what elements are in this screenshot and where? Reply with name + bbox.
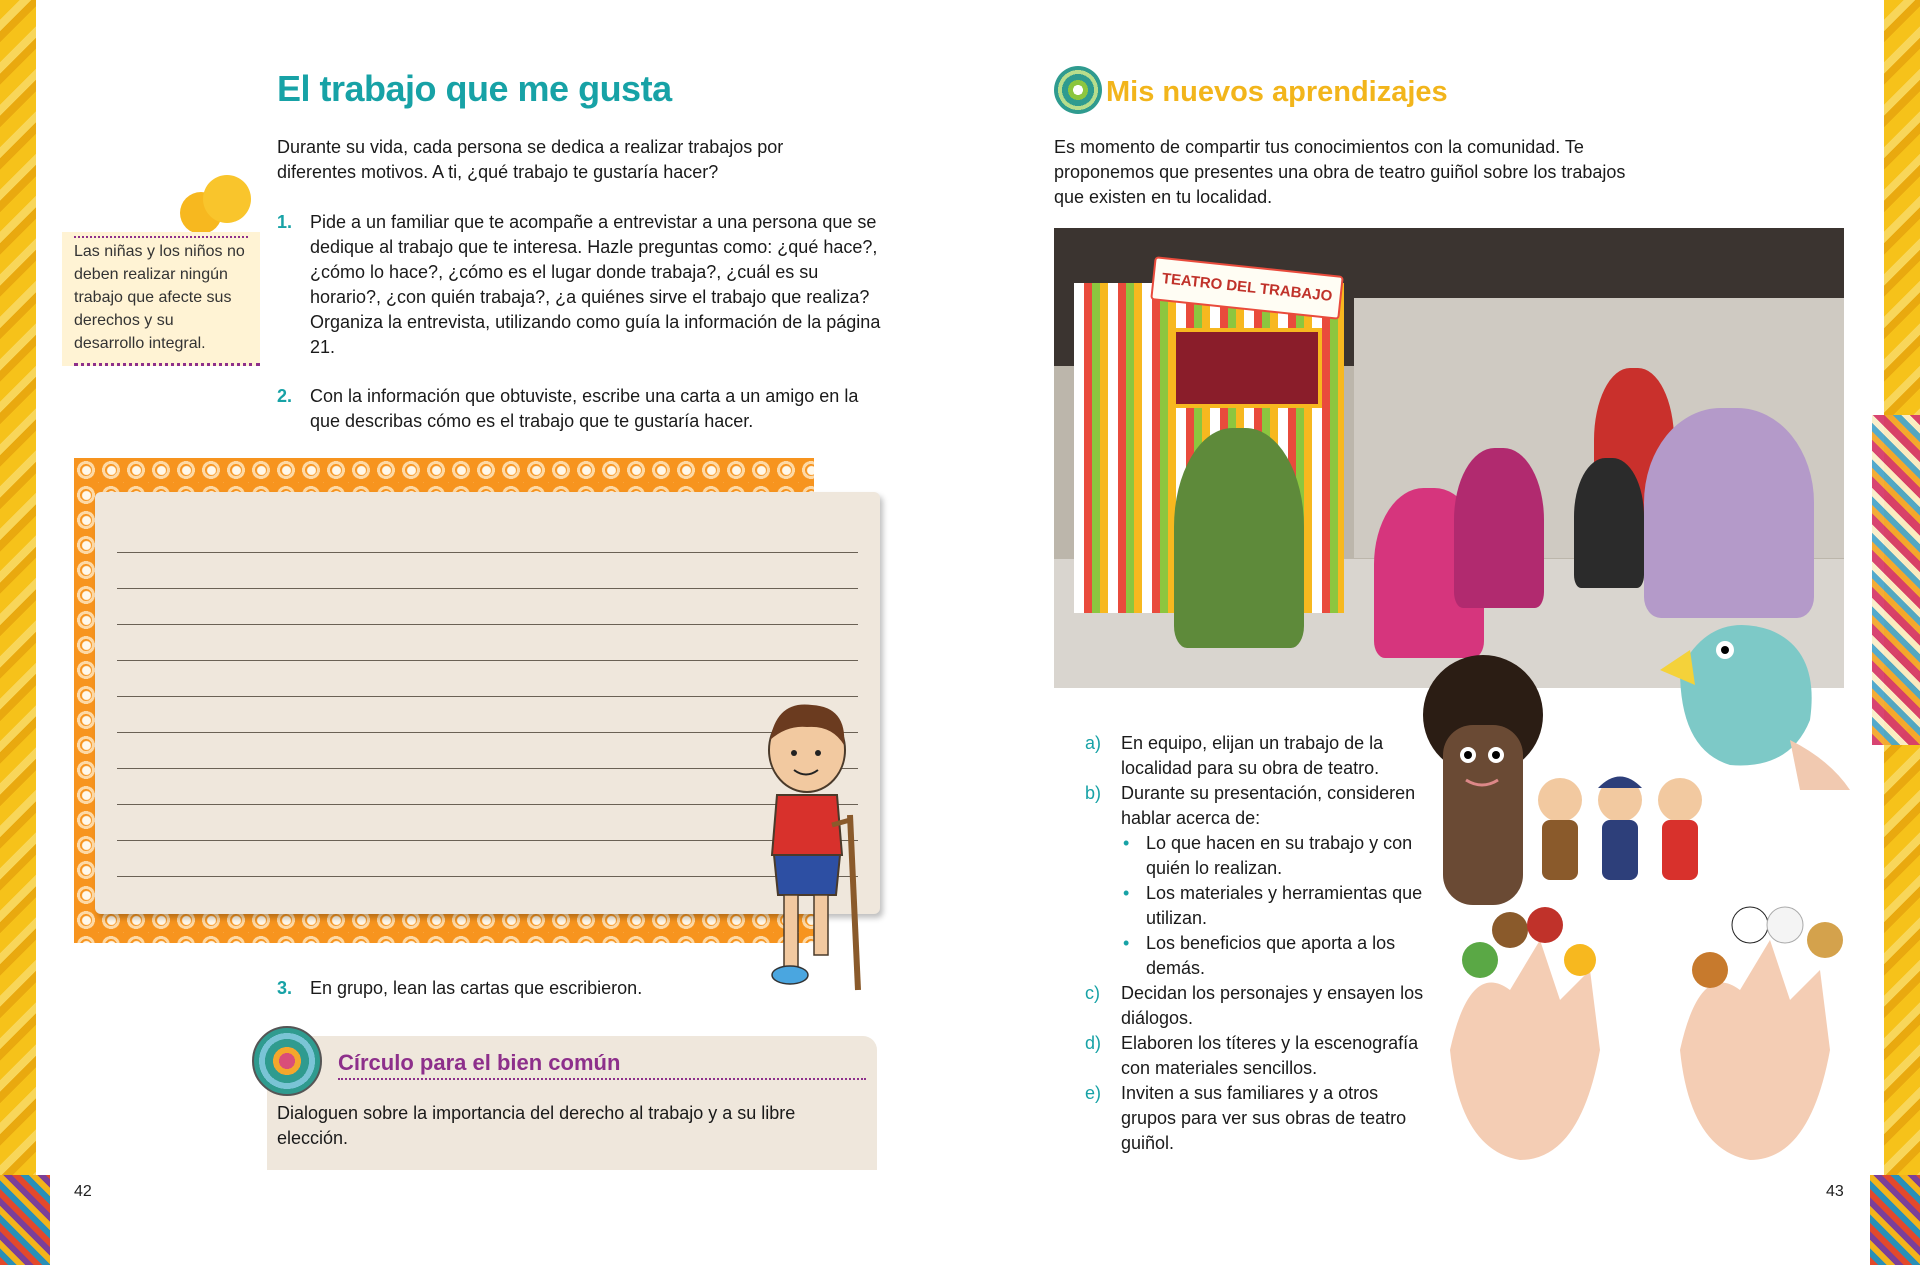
side-note-bottom-divider [74,363,260,366]
writing-line[interactable] [117,588,858,589]
side-note-box [62,232,260,366]
boy-with-crutch-illustration [752,695,872,995]
corner-ornament-right [1870,1175,1920,1265]
list-item [1085,731,1435,781]
list-item-text: Decidan los personajes y ensayen los diálogos. [1121,983,1424,1028]
list-item-label: d) [1085,1033,1102,1053]
step-number: 1. [277,212,293,232]
step-number: 2. [277,386,293,406]
bullet-icon: • [1123,833,1130,853]
sub-list-item [1085,831,1435,881]
list-item [1085,1031,1435,1081]
intro-paragraph-left: Durante su vida, cada persona se dedica a realizar trabajos por diferentes motivos. A ti, ¿qué trabajo te gustaría hacer? [277,137,784,182]
list-item [1085,781,1435,831]
writing-line[interactable] [117,660,858,661]
stage-sign: TEATRO DEL TRABAJO [1150,256,1344,320]
bullet-icon: • [1123,883,1130,903]
list-item-text: Durante su presentación, consideren hablar acerca de: [1121,783,1416,828]
left-border-pattern [0,0,36,1265]
writing-line[interactable] [117,696,858,697]
page-title-left: El trabajo que me gusta [277,68,672,109]
speech-bubble-icon-secondary [203,175,251,223]
sock-puppet-illustration [1418,655,1548,905]
side-note-divider [74,236,248,238]
page-number-left: 42 [74,1183,92,1200]
corner-ornament-left [0,1175,50,1265]
common-good-title: Círculo para el bien común [338,1050,621,1075]
writing-line[interactable] [117,732,858,733]
woven-pattern-decoration [1872,415,1920,745]
activity-list [1085,731,1435,1156]
audience-person [1644,408,1814,618]
sub-list-item-text: Los materiales y herramientas que utilizan. [1146,883,1423,928]
rosette-icon [252,1026,322,1096]
side-note-text: Las niñas y los niños no deben realizar ningún trabajo que afecte sus derechos y su desarrollo integral. [74,243,245,352]
writing-line[interactable] [117,768,858,769]
sub-list-item-text: Los beneficios que aporta a los demás. [1146,933,1396,978]
sub-list-item [1085,931,1435,981]
writing-line[interactable] [117,804,858,805]
writing-line[interactable] [117,840,858,841]
step-2 [277,384,887,434]
audience-person [1174,428,1304,648]
step-text: En grupo, lean las cartas que escribieron. [310,978,643,998]
common-good-underline [338,1078,866,1080]
list-item [1085,1081,1435,1156]
page-number-right: 43 [1826,1183,1844,1200]
list-item-label: a) [1085,733,1102,753]
stage-window [1172,328,1322,408]
learning-rosette-icon [1054,66,1102,114]
page-title-right: Mis nuevos aprendizajes [1106,76,1448,108]
audience-person [1574,458,1644,588]
writing-line[interactable] [117,624,858,625]
sub-list-item [1085,881,1435,931]
writing-line[interactable] [117,552,858,553]
list-item-label: c) [1085,983,1100,1003]
list-item-text: Elaboren los títeres y la escenografía con materiales sencillos. [1121,1033,1419,1078]
bullet-icon: • [1123,933,1130,953]
step-1 [277,210,887,360]
writing-line[interactable] [117,876,858,877]
list-item-text: Inviten a sus familiares y a otros grupos para ver sus obras de teatro guiñol. [1121,1083,1407,1153]
list-item-label: b) [1085,783,1102,803]
intro-paragraph-right: Es momento de compartir tus conocimientos con la comunidad. Te proponemos que presentes una obra de teatro guiñol sobre los trabajos que existen en tu localidad. [1054,137,1626,207]
list-item-text: En equipo, elijan un trabajo de la localidad para su obra de teatro. [1121,733,1384,778]
list-item-label: e) [1085,1083,1102,1103]
list-item [1085,981,1435,1031]
family-finger-puppets-illustration [1530,760,1710,890]
common-good-text: Dialoguen sobre la importancia del derecho al trabajo y a su libre elección. [277,1103,796,1148]
step-text: Pide a un familiar que te acompañe a entrevistar a una persona que se dedique al trabajo que te interesa. Hazle preguntas como: ¿qué hace?, ¿cómo lo hace?, ¿cómo es el lugar donde trabaja?, ¿cuál es su horario?, ¿con quién trabaja?, ¿a quiénes sirve el trabajo que realiza? Organiza la entrevista, utilizando como guía la información de la página 21. [310,212,881,357]
step-number: 3. [277,978,293,998]
step-3 [277,976,887,1001]
step-text: Con la información que obtuviste, escribe una carta a un amigo en la que describas cómo es el trabajo que te gustaría hacer. [310,386,859,431]
animal-finger-puppets-hands-illustration [1430,900,1860,1170]
sub-list-item-text: Lo que hacen en su trabajo y con quién lo realizan. [1146,833,1413,878]
audience-person [1454,448,1544,608]
